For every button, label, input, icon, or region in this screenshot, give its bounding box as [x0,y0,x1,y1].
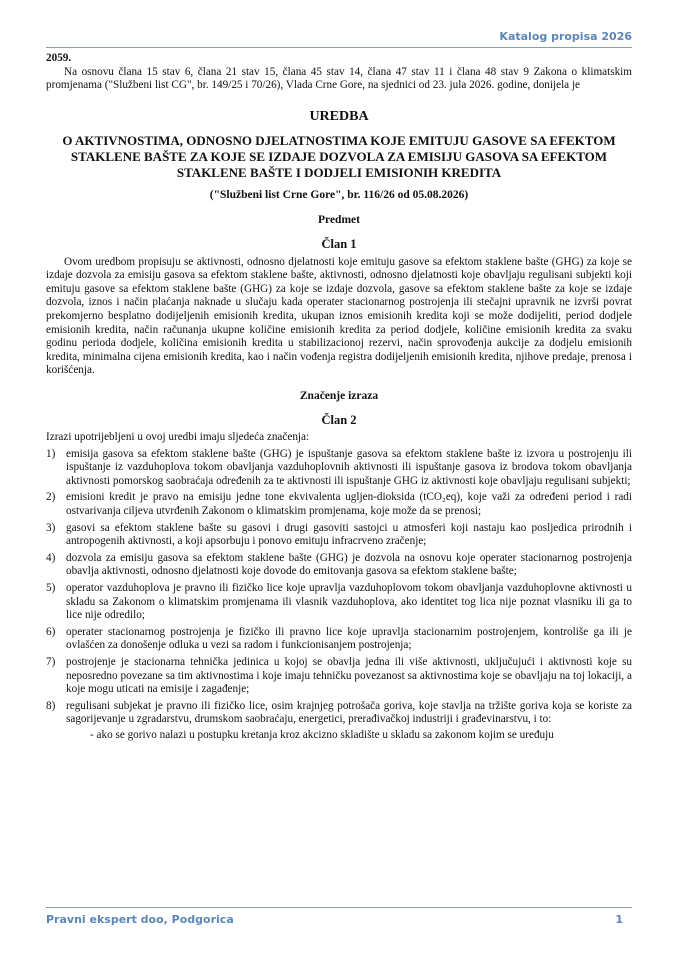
item-text: operater stacionarnog postrojenja je fizičko ili pravno lice koje upravlja stacionarnim postrojenjem, kontroliše ga ili je ovlašćen za donošenje odluka u vezi sa radom i funkcionisanjem postrojenja; [66,625,632,652]
article-1-heading: Član 1 [321,236,357,251]
list-item [46,491,632,518]
document-subtitle: O AKTIVNOSTIMA, ODNOSNO DJELATNOSTIMA KOJE EMITUJU GASOVE SA EFEKTOM STAKLENE BAŠTE ZA KOJE SE IZDAJE DOZVOLA ZA EMISIJU GASOVA SA EFEKTOM STAKLENE BAŠTE I DODJELI EMISIONIH KREDITA [62,132,616,180]
item-text: gasovi sa efektom staklene bašte su gasovi i drugi gasoviti sastojci u atmosferi koji nastaju kao posljedica prirodnih i antropogenih aktivnosti, a koji apsorbuju i ponovo emituju infracrveno zračenje; [66,521,632,548]
item-text: dozvola za emisiju gasova sa efektom staklene bašte (GHG) je dozvola na osnovu koje operater stacionarnog postrojenja obavlja aktivnosti, odnosno djelatnosti koje dovode do emitovanja gasova sa efektom staklene bašte; [66,551,632,578]
list-item [46,448,632,489]
list-item [46,656,632,697]
item-number: 8) [46,699,56,712]
item-number: 1) [46,447,56,460]
list-item [46,552,632,579]
list-item [46,522,632,549]
item-number: 5) [46,582,56,595]
header-divider [46,47,632,48]
page-number: 1 [615,913,623,926]
item-number: 4) [46,551,56,564]
section-heading-definitions: Značenje izraza [299,389,379,402]
article-2-intro: Izrazi upotrijebljeni u ovoj uredbi imaju sljedeća značenja: [46,431,310,444]
item-text: emisija gasova sa efektom staklene bašte (GHG) je ispuštanje gasova sa efektom staklene bašte iz izvora u postrojenju ili ispuštanje iz vazduhoplova tokom obavljanja vazduhoplovnih aktivnosti ili ispuštanje gasova iz brodova tokom obavljanja aktivnosti pomorskog saobraćaja određenih za te aktivnosti ili ispuštanje GHG iz aktivnosti koje obavljaju regulisani subjekti; [66,447,632,487]
item-number: 3) [46,521,56,534]
list-item [46,626,632,653]
item-number: 2) [46,491,56,504]
section-heading-subject: Predmet [318,214,360,227]
definitions-list [46,448,632,727]
item-number: 6) [46,625,56,638]
item-text: operator vazduhoplova je pravno ili fizičko lice koje upravlja vazduhoplovom tokom obavljanja vazduhoplovne aktivnosti u skladu sa Zakonom o klimatskim promjenama ili vlasnik vazduhoplova, ako identitet tog lica nije poznat vlasniku ili ga to lice nije odredilo; [66,582,632,622]
article-1-text: Ovom uredbom propisuju se aktivnosti, odnosno djelatnosti koje emituju gasove sa efektom staklene bašte (GHG) za koje se izdaje dozvola za emisiju gasova sa efektom staklene bašte, aktivnosti, odnosno djelatnosti koje obavljaju regulisani subjekti koji emituju gasove sa efektom staklene bašte (GHG) za koje se izdaje dozvola, gasove sa efektom staklene bašte za koje se izdaje dozvola, iznos i način plaćanja naknade u slučaju kada operater stacionarnog postrojenja ili stečajni upravnik ne izvrši povrat prekomjerno besplatno dodijeljenih emisionih kredita, ukupan iznos emisionih kredita koji se može dodijeliti, period dodjele emisionih kredita, način računanja ukupne količine emisionih kredita za period dodjele, količine emisionih kredita za svaku godinu perioda dodjele, količina emisionih kredita u stabilizacionoj rezervi, način sprovođenja aukcije za dodjelu emisionih kredita, minimalna cijena emisionih kredita, kao i način vođenja registra dodijeljenih emisionih kredita, njihove predaje, prenosa i korišćenja. [46,255,632,377]
document-title: UREDBA [309,108,369,124]
preamble: Na osnovu člana 15 stav 6, člana 21 stav 15, člana 45 stav 14, člana 47 stav 11 i člana 48 stav 9 Zakona o klimatskim promjenama ("Službeni list CG", br. 149/25 i 70/26), Vlada Crne Gore, na sjednici od 23. jula 2026. godine, donijela je [46,65,632,92]
footer-divider [46,907,632,908]
document-body [46,52,632,743]
list-item [46,582,632,623]
catalog-header: Katalog propisa 2026 [499,30,632,43]
document-number: 2059. [46,52,72,64]
list-item [46,700,632,727]
sub-item: - ako se gorivo nalazi u postupku kretanja kroz akcizno skladište u skladu sa zakonom kojim se uređuju [90,728,554,741]
item-text: regulisani subjekat je pravno ili fizičko lice, osim krajnjeg potrošača goriva, koje stavlja na tržište goriva koja se koriste za sagorijevanje u zgradarstvu, drumskom saobraćaju, energetici, prerađivačkoj industriji i građevinarstvu, i to: [66,699,632,726]
gazette-source: ("Službeni list Crne Gore", br. 116/26 od 05.08.2026) [209,188,469,201]
item-number: 7) [46,656,56,668]
item-text: postrojenje je stacionarna tehnička jedinica u kojoj se obavlja jedna ili više aktivnosti, uključujući i aktivnosti koje su neposredno povezane sa tim aktivnostima i koje imaju tehničku povezanost sa aktivnostima koje se obavljaju na toj lokaciji, a koje mogu uticati na emisije i zagađenje; [66,656,632,696]
footer-publisher: Pravni ekspert doo, Podgorica [46,913,234,926]
article-2-heading: Član 2 [321,412,357,427]
item-text: emisioni kredit je pravo na emisiju jedne tone ekvivalenta ugljen-dioksida (tCO₂eq), koje važi za određeni period i radi ostvarivanja ciljeva utvrđenih Zakonom o klimatskim promjenama, koje može da se prenosi; [66,491,632,518]
